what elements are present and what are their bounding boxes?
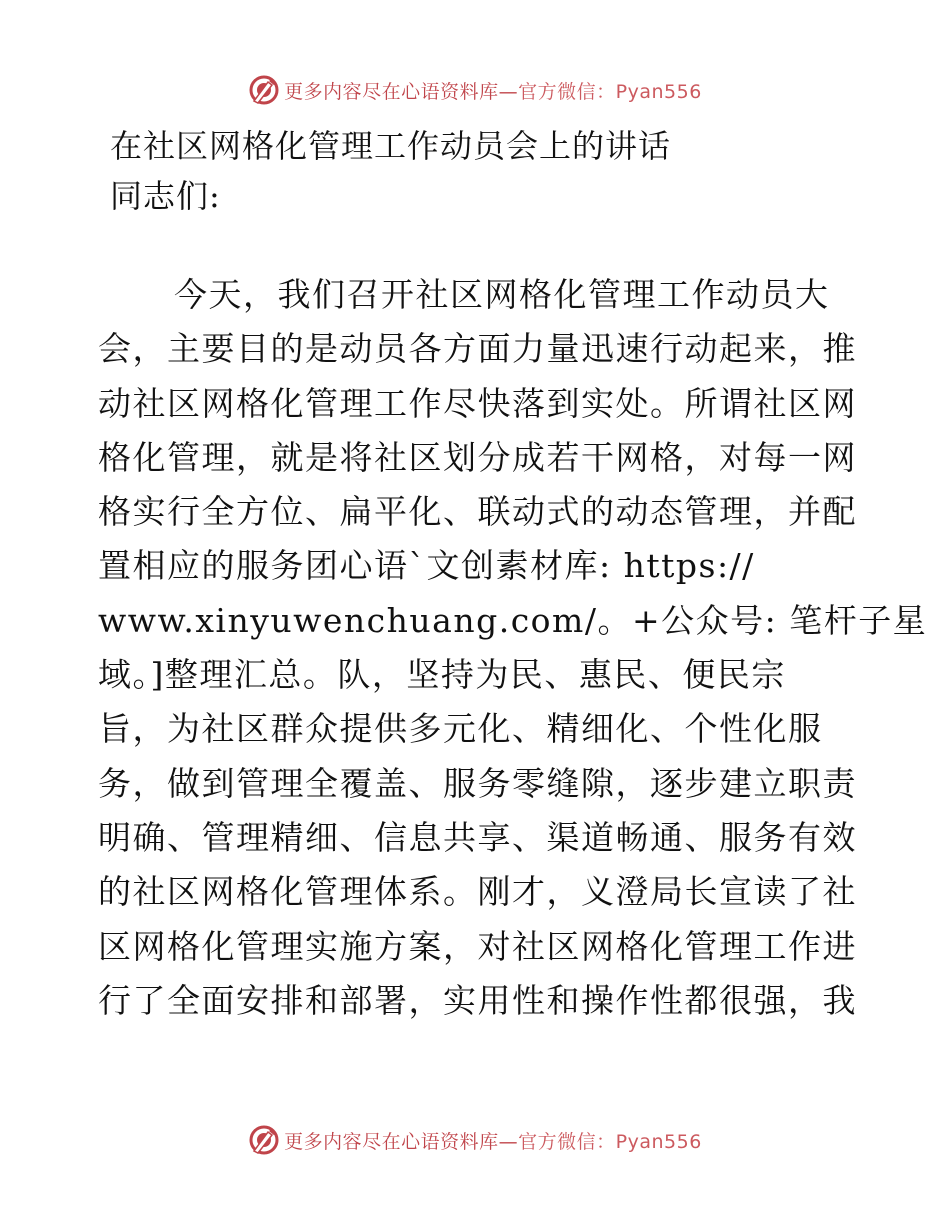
- banner-text: [284, 77, 702, 104]
- body-line: 今天，我们召开社区网格化管理工作动员大: [174, 275, 830, 314]
- pen-logo-icon: [248, 74, 280, 106]
- body-line: 区网格化管理实施方案，对社区网格化管理工作进: [98, 926, 857, 966]
- body-line: 会，主要目的是动员各方面力量迅速行动起来，推: [98, 329, 857, 369]
- body-line: 置相应的服务团心语`文创素材库: https://: [98, 546, 755, 586]
- body-paragraph: [98, 268, 928, 1028]
- banner-promo-text: 更多内容尽在心语资料库: [284, 1130, 499, 1153]
- document-title: 在社区网格化管理工作动员会上的讲话: [110, 127, 672, 165]
- body-line: 旨，为社区群众提供多元化、精细化、个性化服: [98, 709, 823, 749]
- body-line: 格实行全方位、扁平化、联动式的动态管理，并配: [98, 492, 857, 532]
- body-line: www.xinyuwenchuang.com/。+公众号: 笔杆子星: [98, 600, 928, 640]
- banner-promo-text: 更多内容尽在心语资料库: [284, 80, 499, 103]
- pen-logo-icon: [248, 1124, 280, 1156]
- body-line: 明确、管理精细、信息共享、渠道畅通、服务有效: [98, 817, 857, 857]
- banner-text: [284, 1127, 702, 1154]
- body-line: 格化管理，就是将社区划分成若干网格，对每一网: [98, 437, 857, 477]
- banner-separator: —: [498, 1130, 519, 1153]
- banner-separator: —: [498, 80, 519, 103]
- salutation: 同志们:: [110, 177, 221, 215]
- banner-wechat: 官方微信：Pyan556: [518, 1130, 702, 1153]
- header-banner: [0, 70, 950, 110]
- banner-wechat: 官方微信：Pyan556: [518, 80, 702, 103]
- footer-banner: [0, 1120, 950, 1160]
- body-line: 的社区网格化管理体系。刚才，义澄局长宣读了社: [98, 872, 857, 912]
- body-line: 域。]整理汇总。队，坚持为民、惠民、便民宗: [98, 655, 786, 695]
- body-line: 务，做到管理全覆盖、服务零缝隙，逐步建立职责: [98, 763, 857, 803]
- body-line: 行了全面安排和部署，实用性和操作性都很强，我: [98, 980, 857, 1020]
- body-line: 动社区网格化管理工作尽快落到实处。所谓社区网: [98, 383, 857, 423]
